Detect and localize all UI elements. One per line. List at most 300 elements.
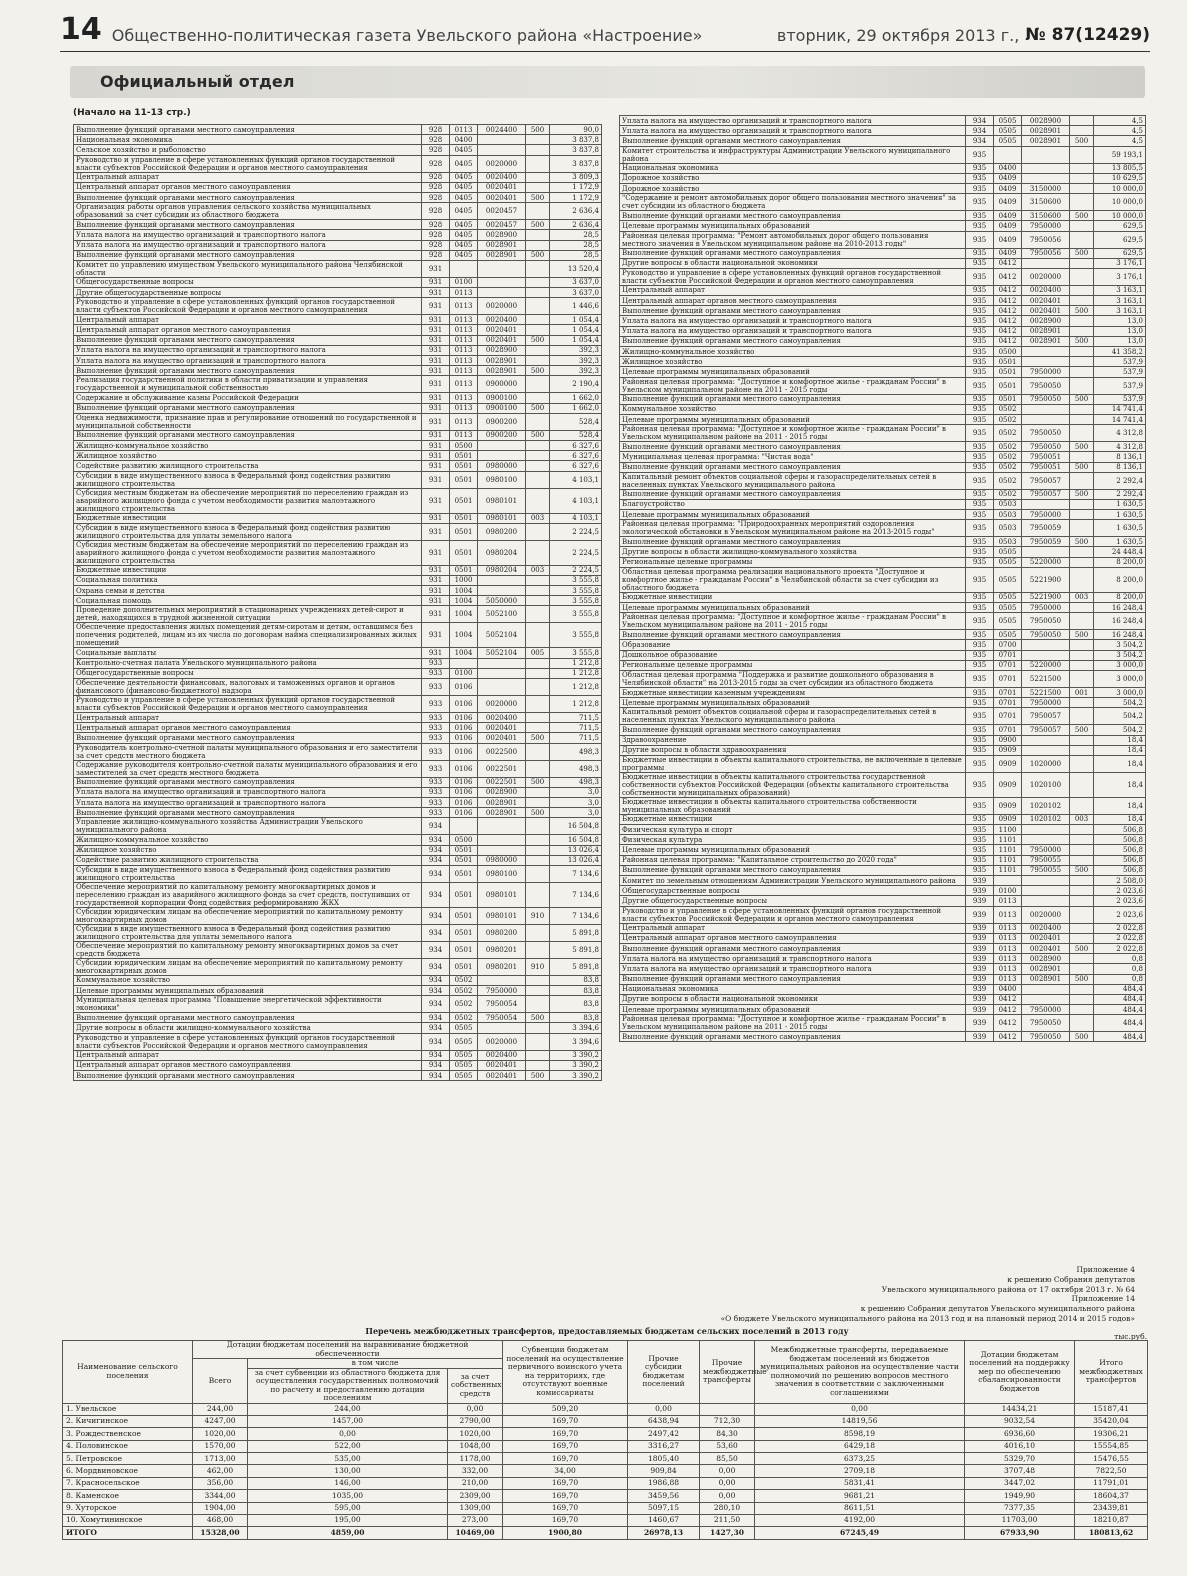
row-label: Целевые программы муниципальных образований (620, 603, 966, 613)
settlement-name: 3. Рождественское (63, 1428, 193, 1440)
amount: 3 504,2 (1094, 640, 1146, 650)
page-number: 14 (60, 12, 102, 47)
budget-row (620, 414, 1146, 424)
expense-type (1070, 452, 1094, 462)
budget-row (620, 1032, 1146, 1042)
dotation-from-region: 195,00 (248, 1515, 448, 1527)
row-label: Бюджетные инвестиции казенным учреждениям (620, 687, 966, 697)
budget-row (620, 537, 1146, 547)
department-code: 935 (966, 316, 994, 326)
row-label: Национальная экономика (620, 984, 966, 994)
section-code: 0113 (994, 954, 1022, 964)
row-label: Оценка недвижимости, признание прав и регулирование отношений по государственной и муниципальной собственности (74, 413, 422, 430)
row-label: Уплата налога на имущество организаций и транспортного налога (74, 787, 422, 797)
amount: 41 358,2 (1094, 347, 1146, 357)
row-label: Жилищное хозяйство (74, 845, 422, 855)
budget-row (620, 442, 1146, 452)
expense-type (1070, 296, 1094, 306)
target-code: 0028901 (478, 808, 526, 818)
department-code: 935 (966, 725, 994, 735)
section-code: 0405 (450, 250, 478, 260)
expense-type (1070, 258, 1094, 268)
row-label: Центральный аппарат органов местного самоуправления (74, 1060, 422, 1070)
settlement-name: 5. Петровское (63, 1453, 193, 1465)
header-from-region: за счет субвенции из областного бюджета для осуществления государственных полномочий по расчету и предоставлению дотации поселениям (248, 1368, 448, 1403)
section-code: 0500 (994, 347, 1022, 357)
budget-table-right (619, 115, 1146, 1042)
row-label: Выполнение функций органами местного самоуправления (620, 1032, 966, 1042)
section-code: 0106 (450, 733, 478, 743)
amount: 484,4 (1094, 994, 1146, 1004)
expense-type (526, 376, 550, 393)
amount: 506,8 (1094, 835, 1146, 845)
section-code: 0400 (994, 984, 1022, 994)
budget-row (620, 462, 1146, 472)
row-label: Выполнение функций органами местного самоуправления (74, 403, 422, 413)
dotation-own: 0,00 (448, 1403, 503, 1415)
target-code: 7950056 (1022, 248, 1070, 258)
department-code: 934 (422, 1023, 450, 1033)
budget-row (620, 510, 1146, 520)
expense-type: 003 (526, 565, 550, 575)
expense-type (1070, 984, 1094, 994)
expense-type (1070, 825, 1094, 835)
amount: 1 630,5 (1094, 537, 1146, 547)
department-code: 935 (966, 367, 994, 377)
section-code: 0502 (994, 404, 1022, 414)
target-code: 7950057 (1022, 472, 1070, 489)
expense-type: 910 (526, 907, 550, 924)
row-label: Образование (620, 640, 966, 650)
department-code: 935 (966, 660, 994, 670)
target-code (478, 451, 526, 461)
budget-row (620, 425, 1146, 442)
amount: 3 837,8 (550, 135, 602, 145)
row-label: Общегосударственные вопросы (620, 886, 966, 896)
department-code: 928 (422, 155, 450, 172)
support-dotation: 4016,10 (965, 1440, 1075, 1452)
subvention: 169,70 (503, 1502, 628, 1514)
target-code: 7950050 (1022, 425, 1070, 442)
row-label: Выполнение функций органами местного самоуправления (620, 725, 966, 735)
target-code: 7950000 (1022, 845, 1070, 855)
section-code: 0502 (450, 996, 478, 1013)
section-code: 0409 (994, 194, 1022, 211)
budget-row (620, 886, 1146, 896)
row-label: Выполнение функций органами местного самоуправления (620, 630, 966, 640)
other-transfer: 53,60 (700, 1440, 755, 1452)
department-code: 935 (966, 183, 994, 193)
budget-row (74, 366, 602, 376)
row-label: Руководство и управление в сфере установленных функций органов государственной власти субъектов Российской Федерации и органов местного самоуправления (74, 696, 422, 713)
section-code: 0412 (994, 306, 1022, 316)
subvention: 1900,80 (503, 1527, 628, 1539)
row-label: Выполнение функций органами местного самоуправления (74, 733, 422, 743)
transfers-title: Перечень межбюджетных трансфертов, предоставляемых бюджетам сельских поселений в 2013 году (365, 1326, 849, 1336)
department-code: 931 (422, 430, 450, 440)
expense-type (526, 855, 550, 865)
target-code (1022, 258, 1070, 268)
expense-type (1070, 116, 1094, 126)
support-dotation: 67933,90 (965, 1527, 1075, 1539)
target-code: 7950000 (1022, 367, 1070, 377)
amount: 1 054,4 (550, 335, 602, 345)
department-code: 935 (966, 592, 994, 602)
target-code: 0028901 (478, 797, 526, 807)
department-code: 928 (422, 230, 450, 240)
section-code: 0113 (450, 288, 478, 298)
section-code: 0113 (450, 356, 478, 366)
expense-type (1070, 906, 1094, 923)
department-code: 931 (422, 298, 450, 315)
transfers-row (63, 1428, 1148, 1440)
row-label: Выполнение функций органами местного самоуправления (74, 777, 422, 787)
section-code: 0113 (450, 125, 478, 135)
section-code: 0502 (994, 452, 1022, 462)
expense-type (1070, 797, 1094, 814)
expense-type (1070, 994, 1094, 1004)
target-code (1022, 347, 1070, 357)
row-label: Районная целевая программа: "Ремонт автомобильных дорог общего пользования местного значения в Увельском муниципальном районе на 2010-2013 годы" (620, 231, 966, 248)
amount: 18,4 (1094, 755, 1146, 772)
budget-row (620, 814, 1146, 824)
row-label: Другие вопросы в области национальной экономики (620, 258, 966, 268)
target-code (1022, 163, 1070, 173)
department-code: 935 (966, 268, 994, 285)
budget-row (74, 907, 602, 924)
row-label: Районная целевая программа: "Доступное и комфортное жилье - гражданам России" в Увельском муниципальном районе на 2011 - 2015 годы (620, 613, 966, 630)
row-label: Уплата налога на имущество организаций и транспортного налога (620, 964, 966, 974)
section-code: 0113 (450, 393, 478, 403)
expense-type (1070, 670, 1094, 687)
expense-type (1070, 472, 1094, 489)
target-code: 7950000 (1022, 698, 1070, 708)
target-code: 0022501 (478, 760, 526, 777)
department-code: 935 (966, 755, 994, 772)
section-code: 0409 (994, 231, 1022, 248)
row-label: Уплата налога на имущество организаций и транспортного налога (620, 954, 966, 964)
department-code: 935 (966, 326, 994, 336)
department-code: 935 (966, 285, 994, 295)
amount: 528,4 (550, 413, 602, 430)
department-code: 935 (966, 520, 994, 537)
target-code: 7950050 (1022, 613, 1070, 630)
amount: 3 637,0 (550, 277, 602, 287)
amount: 2 508,0 (1094, 876, 1146, 886)
target-code (1022, 745, 1070, 755)
target-code: 0020401 (478, 733, 526, 743)
amount: 3 000,0 (1094, 660, 1146, 670)
amount: 3 176,1 (1094, 258, 1146, 268)
budget-row (74, 523, 602, 540)
dotation-total: 356,00 (193, 1477, 248, 1489)
department-code: 933 (422, 733, 450, 743)
appendix-line: к решению Собрания депутатов Увельского муниципального района (860, 1304, 1135, 1314)
amount: 629,5 (1094, 221, 1146, 231)
target-code: 0020457 (478, 203, 526, 220)
department-code: 933 (422, 777, 450, 787)
row-label: Районная целевая программа: "Доступное и комфортное жилье - гражданам России" в Увельском муниципальном районе на 2011 - 2015 годы (620, 377, 966, 394)
department-code: 935 (966, 425, 994, 442)
subvention: 169,70 (503, 1415, 628, 1427)
budget-row (620, 698, 1146, 708)
row-label: Другие общегосударственные вопросы (620, 896, 966, 906)
section-code: 0501 (450, 855, 478, 865)
amount: 8 200,0 (1094, 592, 1146, 602)
header-dotations: Дотации бюджетам поселений на выравнивание бюджетной обеспеченности (193, 1341, 503, 1359)
amount: 2 023,6 (1094, 906, 1146, 923)
expense-type (526, 818, 550, 835)
target-code: 0028900 (478, 787, 526, 797)
target-code: 0980101 (478, 488, 526, 513)
row-label: Другие общегосударственные вопросы (74, 288, 422, 298)
department-code: 935 (966, 296, 994, 306)
row-label: Жилищное хозяйство (74, 451, 422, 461)
target-code: 7950059 (1022, 520, 1070, 537)
row-label: Контрольно-счетная палата Увельского муниципального района (74, 658, 422, 668)
budget-row (620, 268, 1146, 285)
department-code: 933 (422, 668, 450, 678)
expense-type (526, 471, 550, 488)
row-label: Региональные целевые программы (620, 557, 966, 567)
budget-row (620, 357, 1146, 367)
expense-type: 003 (526, 513, 550, 523)
amount: 2 224,5 (550, 565, 602, 575)
support-dotation: 3447,02 (965, 1477, 1075, 1489)
expense-type (526, 865, 550, 882)
section-code: 0501 (994, 367, 1022, 377)
amount: 1 212,8 (550, 696, 602, 713)
target-code (478, 679, 526, 696)
department-code: 928 (422, 250, 450, 260)
budget-row (620, 755, 1146, 772)
budget-row (74, 975, 602, 985)
amount: 392,3 (550, 345, 602, 355)
interbudget-transfer: 9681,21 (755, 1490, 965, 1502)
row-label: Жилищно-коммунальное хозяйство (620, 347, 966, 357)
department-code: 931 (422, 393, 450, 403)
budget-row (620, 231, 1146, 248)
amount: 16 248,4 (1094, 613, 1146, 630)
budget-row (620, 660, 1146, 670)
transfers-table (62, 1340, 1148, 1540)
transfers-row (63, 1502, 1148, 1514)
transfers-row (63, 1453, 1148, 1465)
budget-row (620, 472, 1146, 489)
row-label: Национальная экономика (74, 135, 422, 145)
budget-row (620, 984, 1146, 994)
target-code: 7950057 (1022, 708, 1070, 725)
expense-type: 500 (1070, 489, 1094, 499)
section-code: 0505 (994, 547, 1022, 557)
target-code: 7950000 (1022, 221, 1070, 231)
row-label: Обеспечение мероприятий по капитальному ремонту многоквартирных домов и переселению граждан из аварийного жилищного фонда за счет средств, поступивших от государственной корпорации Фонд содействия реформированию ЖКХ (74, 882, 422, 907)
row-label: Общегосударственные вопросы (74, 668, 422, 678)
target-code: 0024400 (478, 125, 526, 135)
expense-type: 500 (526, 125, 550, 135)
amount: 18,4 (1094, 745, 1146, 755)
row-label: Выполнение функций органами местного самоуправления (620, 489, 966, 499)
budget-row (74, 1013, 602, 1023)
department-code: 928 (422, 220, 450, 230)
row-label: Руководство и управление в сфере установленных функций органов государственной власти субъектов Российской Федерации и органов местного самоуправления (74, 1033, 422, 1050)
expense-type (526, 325, 550, 335)
target-code: 7950000 (1022, 510, 1070, 520)
row-label: Центральный аппарат органов местного самоуправления (74, 182, 422, 192)
department-code: 934 (422, 986, 450, 996)
department-code: 931 (422, 413, 450, 430)
section-code: 0701 (994, 687, 1022, 697)
amount: 3 555,8 (550, 623, 602, 648)
expense-type (526, 696, 550, 713)
row-label: Здравоохранение (620, 735, 966, 745)
expense-type (1070, 183, 1094, 193)
target-code: 0900200 (478, 413, 526, 430)
department-code: 939 (966, 994, 994, 1004)
section-code: 0113 (450, 430, 478, 440)
expense-type: 500 (526, 1013, 550, 1023)
row-label: Коммунальное хозяйство (620, 404, 966, 414)
budget-row (74, 696, 602, 713)
section-code: 0412 (994, 326, 1022, 336)
expense-type (1070, 377, 1094, 394)
amount: 2 636,4 (550, 220, 602, 230)
department-code: 928 (422, 182, 450, 192)
support-dotation: 6936,60 (965, 1428, 1075, 1440)
budget-row (620, 825, 1146, 835)
expense-type (1070, 221, 1094, 231)
budget-row (620, 835, 1146, 845)
expense-type (526, 713, 550, 723)
section-code: 1101 (994, 855, 1022, 865)
section-code: 0909 (994, 814, 1022, 824)
settlement-name: 1. Увельское (63, 1403, 193, 1415)
section-code: 0502 (994, 462, 1022, 472)
section-code: 0505 (450, 1033, 478, 1050)
dotation-own: 1048,00 (448, 1440, 503, 1452)
expense-type (1070, 146, 1094, 163)
department-code: 935 (966, 347, 994, 357)
target-code (1022, 173, 1070, 183)
budget-row (74, 713, 602, 723)
budget-row (74, 540, 602, 565)
budget-row (74, 155, 602, 172)
row-label: Обеспечение мероприятий по капитальному ремонту многоквартирных домов за счет средств бюджета (74, 941, 422, 958)
department-code: 931 (422, 488, 450, 513)
section-code: 0501 (450, 565, 478, 575)
expense-type (1070, 1005, 1094, 1015)
settlement-name: 6. Мордвиновское (63, 1465, 193, 1477)
row-label: Уплата налога на имущество организаций и транспортного налога (74, 797, 422, 807)
section-code: 0502 (994, 442, 1022, 452)
target-code: 5221500 (1022, 670, 1070, 687)
department-code: 939 (966, 964, 994, 974)
department-code: 939 (966, 954, 994, 964)
row-label: Субсидия местным бюджетам на обеспечение мероприятий по переселению граждан из аварийного жилищного фонда с учетом необходимости развития малоэтажного жилищного строительства (74, 540, 422, 565)
amount: 10 629,5 (1094, 173, 1146, 183)
budget-row (74, 430, 602, 440)
target-code: 7950054 (478, 1013, 526, 1023)
target-code (1022, 825, 1070, 835)
expense-type: 500 (526, 430, 550, 440)
expense-type: 500 (1070, 306, 1094, 316)
budget-row (620, 725, 1146, 735)
row-label: Выполнение функций органами местного самоуправления (74, 250, 422, 260)
budget-row (74, 586, 602, 596)
budget-row (620, 336, 1146, 346)
amount: 1 662,0 (550, 403, 602, 413)
expense-type (1070, 268, 1094, 285)
row-label: Выполнение функций органами местного самоуправления (620, 537, 966, 547)
dotation-own: 1178,00 (448, 1453, 503, 1465)
budget-row (74, 335, 602, 345)
target-code: 0900200 (478, 430, 526, 440)
expense-type (526, 575, 550, 585)
department-code: 939 (966, 923, 994, 933)
amount: 1 054,4 (550, 315, 602, 325)
expense-type: 500 (1070, 974, 1094, 984)
row-label: Благоустройство (620, 499, 966, 509)
department-code: 934 (422, 818, 450, 835)
row-label: Бюджетные инвестиции в объекты капитального строительства государственной собственности субъектов Российской Федерации (объекты капитального строительства собственности муниципальных образований) (620, 772, 966, 797)
expense-type (526, 172, 550, 182)
amount: 24 448,4 (1094, 547, 1146, 557)
expense-type: 003 (1070, 814, 1094, 824)
budget-row (620, 943, 1146, 953)
section-code: 0502 (450, 986, 478, 996)
section-code: 0505 (450, 1060, 478, 1070)
interbudget-transfer: 8598,19 (755, 1428, 965, 1440)
amount: 5 891,8 (550, 924, 602, 941)
budget-row (620, 876, 1146, 886)
department-code: 935 (966, 211, 994, 221)
section-code: 0501 (450, 845, 478, 855)
department-code: 931 (422, 277, 450, 287)
expense-type (526, 356, 550, 366)
row-label: Центральный аппарат (74, 1050, 422, 1060)
expense-type (526, 298, 550, 315)
row-label: Социальная помощь (74, 596, 422, 606)
section-code (450, 260, 478, 277)
target-code: 0028900 (1022, 116, 1070, 126)
budget-row (74, 596, 602, 606)
amount: 506,8 (1094, 855, 1146, 865)
other-subsidy: 5097,15 (628, 1502, 700, 1514)
budget-row (74, 345, 602, 355)
target-code: 0020401 (478, 192, 526, 202)
budget-row (74, 924, 602, 941)
row-label: Субсидии юридическим лицам на обеспечение мероприятий по капитальному ремонту многоквартирных домов (74, 907, 422, 924)
department-code: 935 (966, 489, 994, 499)
budget-row (620, 489, 1146, 499)
target-code: 5220000 (1022, 660, 1070, 670)
amount: 5 891,8 (550, 941, 602, 958)
section-code: 0409 (994, 248, 1022, 258)
budget-row (620, 906, 1146, 923)
dotation-total: 15328,00 (193, 1527, 248, 1539)
target-code (478, 145, 526, 155)
budget-row (74, 135, 602, 145)
grand-total: 18210,87 (1075, 1515, 1148, 1527)
section-code: 0113 (450, 413, 478, 430)
row-label: Центральный аппарат органов местного самоуправления (74, 325, 422, 335)
amount: 3 555,8 (550, 596, 602, 606)
interbudget-transfer: 4192,00 (755, 1515, 965, 1527)
expense-type: 500 (1070, 442, 1094, 452)
department-code: 935 (966, 613, 994, 630)
row-label: Центральный аппарат (620, 923, 966, 933)
row-label: Муниципальная целевая программа: "Чистая вода" (620, 452, 966, 462)
